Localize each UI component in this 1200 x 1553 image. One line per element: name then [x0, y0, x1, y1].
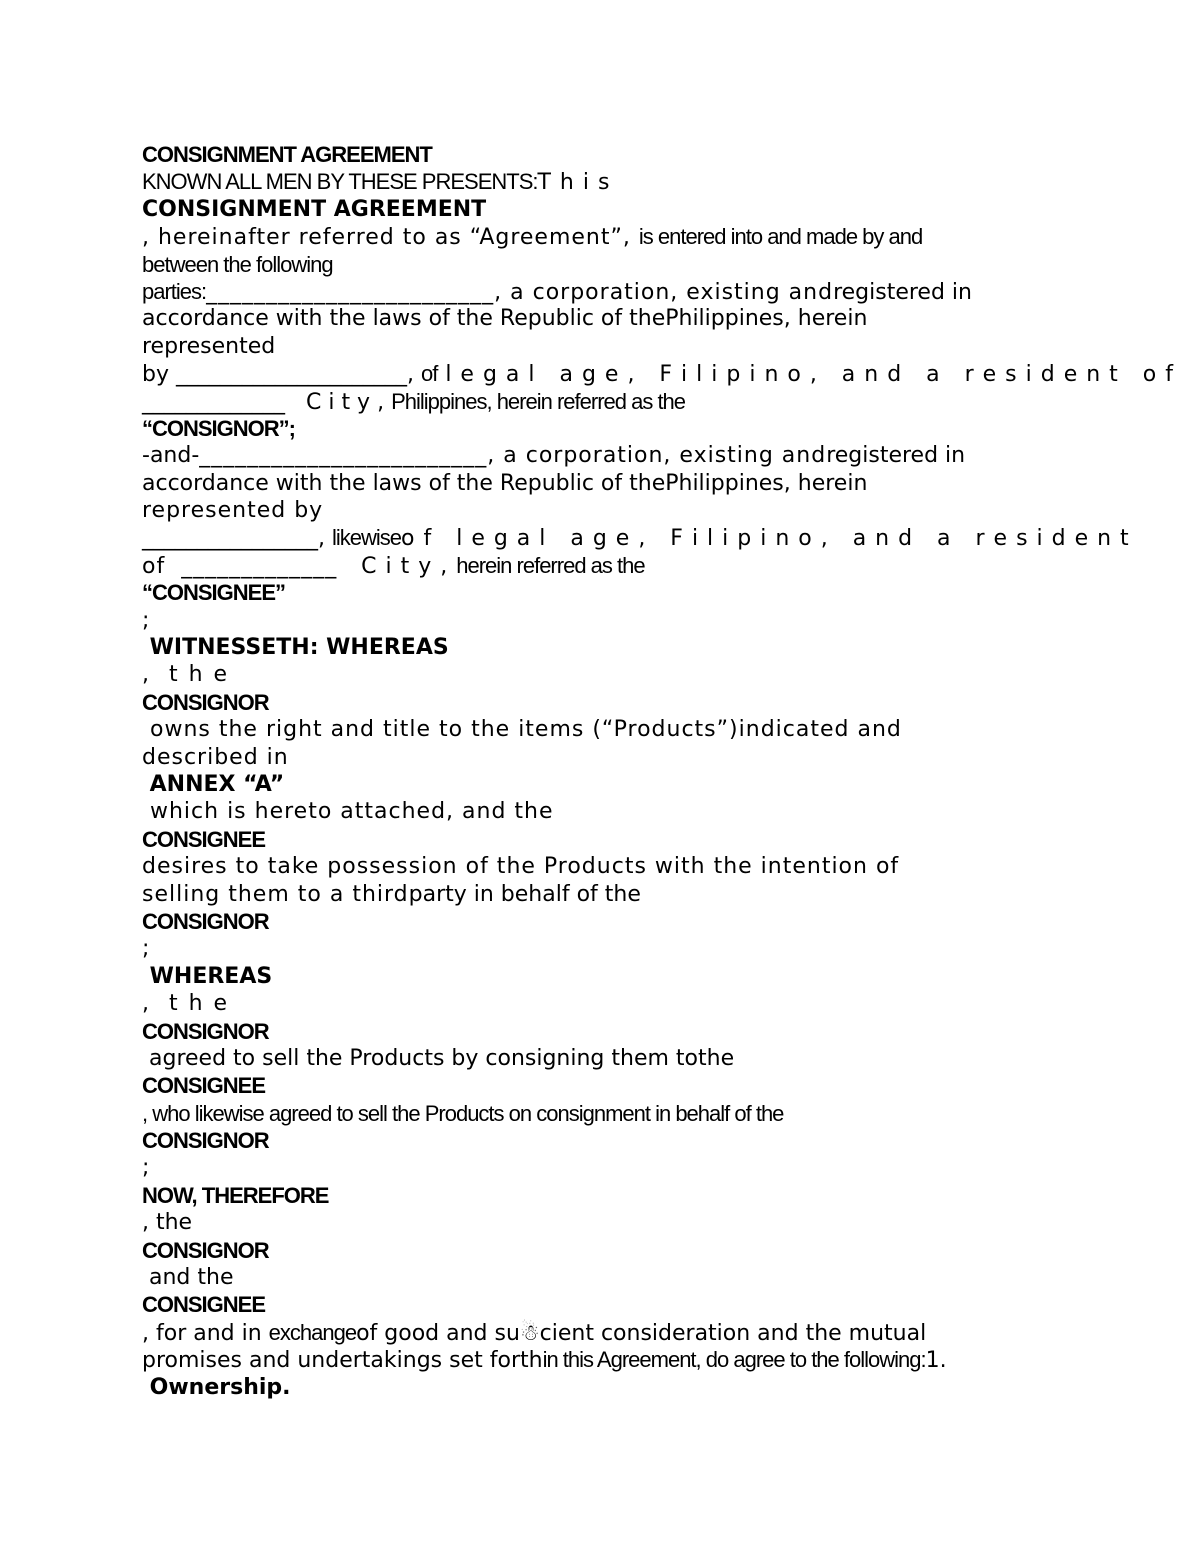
- text-line: [142, 881, 1082, 908]
- text-segment: herein referred as the: [456, 552, 645, 578]
- text-segment: which is hereto attached, and the: [142, 799, 554, 825]
- text-line: [142, 744, 1082, 771]
- text-segment: promises and undertakings set forth: [142, 1348, 543, 1374]
- text-segment: CONSIGNMENT AGREEMENT: [142, 142, 432, 167]
- text-segment: represented: [142, 333, 276, 359]
- text-segment: of: [420, 361, 438, 387]
- text-line: [142, 141, 1082, 168]
- text-segment: , t h e: [142, 991, 230, 1017]
- text-segment: CONSIGNOR: [142, 1018, 269, 1044]
- text-line: [142, 552, 1082, 579]
- text-segment: ;: [142, 1155, 150, 1181]
- text-line: [142, 360, 1174, 388]
- text-line: [142, 1127, 1082, 1154]
- text-segment: accordance with the laws of the Republic of the: [142, 306, 666, 332]
- text-segment: , for and in: [142, 1320, 269, 1346]
- text-line: [142, 524, 1130, 552]
- text-segment: parties:: [142, 278, 207, 304]
- text-segment: described in: [142, 744, 289, 770]
- text-line: [142, 251, 1082, 278]
- text-segment: agreed to sell the Products by consigning them to: [142, 1045, 698, 1071]
- text-line: [142, 278, 1082, 305]
- text-line: [142, 470, 1082, 497]
- text-line: [142, 1045, 1082, 1072]
- text-segment: CONSIGNEE: [142, 1073, 266, 1099]
- text-segment: ;: [142, 607, 150, 633]
- text-segment: ________________,: [142, 526, 332, 552]
- text-segment: _____________ C i t y ,: [142, 389, 392, 415]
- text-segment: “CONSIGNOR”;: [142, 415, 295, 441]
- text-segment: CONSIGNOR: [142, 908, 269, 934]
- text-segment: WITNESSETH: WHEREAS: [142, 635, 449, 661]
- agreement-text: [142, 141, 1174, 1401]
- text-segment: CONSIGNOR: [142, 1128, 269, 1154]
- text-segment: CONSIGNOR: [142, 1237, 269, 1263]
- text-segment: T h i s: [537, 170, 611, 196]
- text-segment: Ownership.: [142, 1374, 291, 1400]
- text-line: [142, 771, 1082, 798]
- text-segment: the: [698, 1045, 735, 1071]
- text-segment: , who likewise agreed to sell the Products on consignment in behalf of the: [142, 1100, 784, 1126]
- text-segment: registered in: [833, 279, 972, 305]
- text-segment: in this Agreement, do agree to the following:: [542, 1347, 926, 1373]
- text-segment: CONSIGNEE: [142, 1292, 266, 1318]
- text-line: [142, 1291, 1082, 1318]
- text-segment: CONSIGNOR: [142, 689, 269, 715]
- text-line: [142, 442, 1082, 469]
- text-line: [142, 607, 1082, 634]
- text-segment: KNOWN ALL MEN BY THESE PRESENTS:: [142, 169, 538, 195]
- text-segment: CONSIGNMENT AGREEMENT: [142, 196, 487, 222]
- text-line: [142, 223, 1082, 250]
- text-segment: selling them to a third: [142, 881, 409, 907]
- text-line: [142, 716, 1082, 743]
- text-line: [142, 168, 1082, 195]
- text-segment: ________________________, a corporation, existing and: [206, 279, 834, 305]
- text-segment: , t h e: [142, 662, 230, 688]
- text-line: [142, 1264, 1082, 1291]
- text-line: [142, 1154, 1082, 1181]
- text-segment: 1.: [925, 1348, 947, 1374]
- text-line: [142, 963, 1082, 990]
- text-segment: accordance with the laws of the Republic of the: [142, 470, 666, 496]
- text-line: [142, 853, 1082, 880]
- text-segment: is entered into and made by and: [638, 224, 923, 250]
- text-segment: -and-: [142, 443, 200, 469]
- text-segment: “CONSIGNEE”: [142, 580, 286, 606]
- text-line: [142, 415, 1082, 442]
- text-segment: represented by: [142, 498, 324, 524]
- text-line: [142, 935, 1082, 962]
- text-line: [142, 634, 1082, 661]
- text-line: [142, 908, 1082, 935]
- text-line: [142, 689, 1082, 716]
- text-segment: by _____________________,: [142, 362, 421, 388]
- text-segment: , hereinafter referred to as “Agreement”,: [142, 225, 639, 251]
- text-segment: o f l e g a l a g e , F i l i p i n o , a n d a r e s i d e n t: [401, 526, 1130, 552]
- text-segment: and the: [142, 1265, 234, 1291]
- text-line: [142, 1072, 1082, 1099]
- text-segment: likewise: [332, 525, 402, 551]
- text-line: [142, 826, 1082, 853]
- text-segment: desires to take possession of the Products with the intention of: [142, 854, 900, 880]
- text-line: [142, 1346, 1082, 1373]
- text-line: [142, 1237, 1082, 1264]
- text-line: [142, 1209, 1082, 1236]
- text-segment: party in behalf of the: [408, 881, 641, 907]
- text-segment: Philippines, herein: [665, 470, 868, 496]
- text-line: [142, 990, 1082, 1017]
- text-segment: registered in: [826, 443, 966, 469]
- text-segment: l e g a l a g e , F i l i p i n o , a n d a r e s i d e n t o f: [437, 362, 1174, 388]
- text-line: [142, 579, 1082, 606]
- text-segment: , the: [142, 1210, 193, 1236]
- text-segment: Philippines, herein referred as the: [391, 388, 686, 414]
- text-line: [142, 196, 1082, 223]
- text-line: [142, 388, 1082, 415]
- text-line: [142, 661, 1082, 688]
- text-segment: ________________________, a corporation, existing and: [199, 443, 827, 469]
- text-segment: CONSIGNEE: [142, 826, 266, 852]
- text-segment: WHEREAS: [142, 963, 273, 989]
- text-line: [142, 1374, 1082, 1401]
- text-line: [142, 1182, 1082, 1209]
- text-segment: between the following: [142, 251, 333, 277]
- text-line: [142, 305, 1082, 332]
- text-segment: ;: [142, 936, 150, 962]
- text-line: [142, 1100, 1082, 1127]
- text-line: [142, 497, 1082, 524]
- text-segment: of _____________ C i t y ,: [142, 553, 457, 579]
- text-segment: owns the right and title to the items (“Products”): [142, 717, 739, 743]
- text-line: [142, 1319, 1082, 1346]
- text-segment: of good and su☃cient consideration and the mutual: [356, 1320, 927, 1346]
- text-segment: NOW, THEREFORE: [142, 1182, 329, 1208]
- text-segment: indicated and: [738, 717, 902, 743]
- text-segment: Philippines, herein: [665, 306, 868, 332]
- text-line: [142, 1018, 1082, 1045]
- text-segment: exchange: [268, 1319, 357, 1345]
- text-segment: ANNEX “A”: [142, 771, 285, 797]
- text-line: [142, 798, 1082, 825]
- text-line: [142, 333, 1082, 360]
